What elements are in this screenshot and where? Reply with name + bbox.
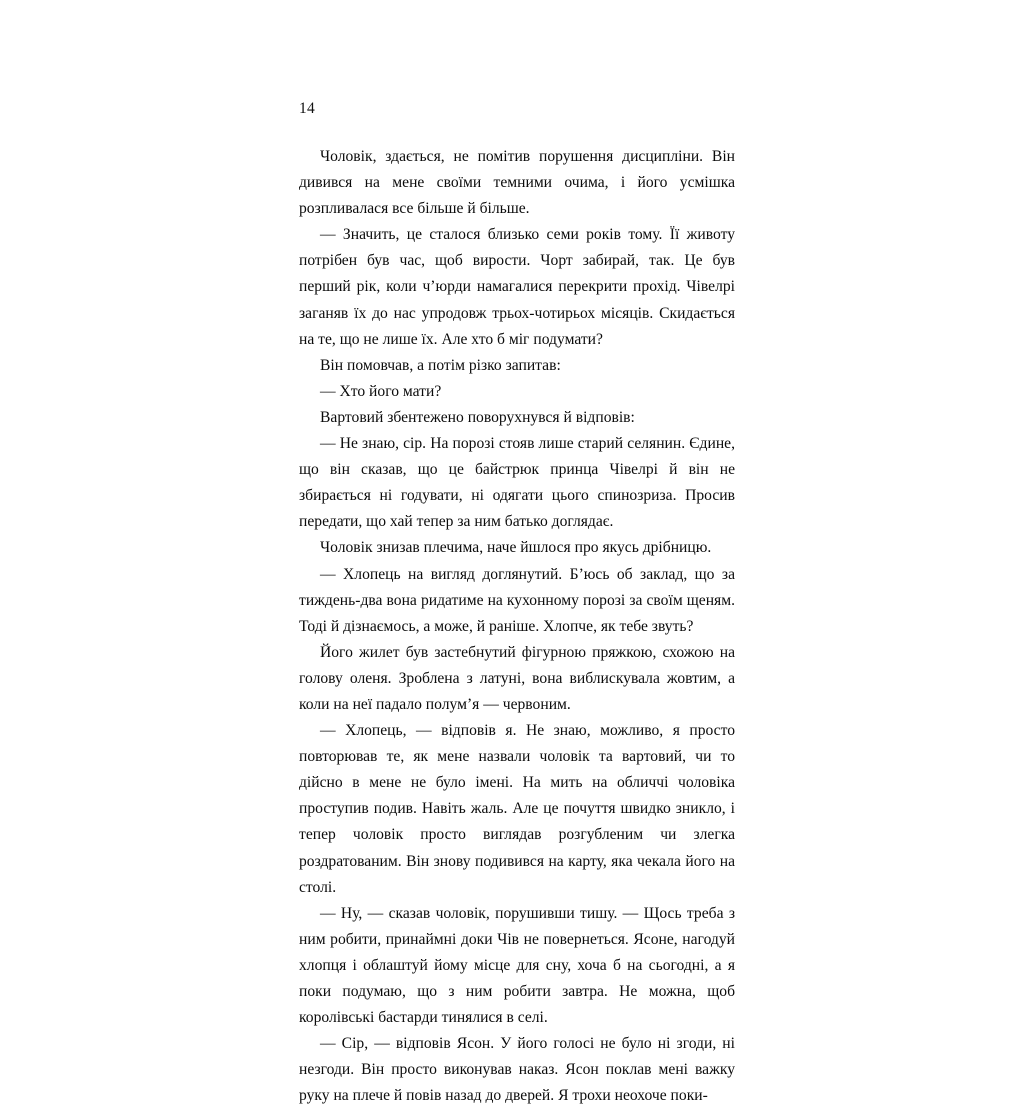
paragraph: — Хто його мати? [320,382,442,400]
paragraph: — Сір, — відповів Ясон. У його голосі не було ні згоди, ні незгоди. Він просто виконував наказ. Ясон поклав мені важку руку на плече й повів назад до дверей. Я трохи неохоче поки- [299,1035,735,1105]
paragraph: — Хлопець на вигляд доглянутий. Б’юсь об заклад, що за тиждень-два вона ридатиме на кухонному порозі за своїм щеням. Тоді й дізнаємось, а може, й раніше. Хлопче, як тебе звуть? [299,565,735,635]
paragraph: — Ну, — сказав чоловік, порушивши тишу. — Щось треба з ним робити, принаймні доки Чів не повернеться. Ясоне, нагодуй хлопця і облаштуй йому місце для сну, хоча б на сьогодні, а я поки подумаю, що з ним робити завтра. Не можна, щоб королівські бастарди тинялися в селі. [299,904,735,1027]
paragraph: Чоловік, здається, не помітив порушення дисципліни. Він дивився на мене своїми темними очима, і його усмішка розпливалася все більше й більше. [299,148,735,218]
paragraph: Він помовчав, а потім різко запитав: [320,356,561,374]
paragraph: Вартовий збентежено поворухнувся й відповів: [320,408,635,426]
paragraph: — Не знаю, сір. На порозі стояв лише старий селянин. Єдине, що він сказав, що це байстрюк принца Чівелрі й він не збирається ні годувати, ні одягати цього спинозриза. Просив передати, що хай тепер за ним батько доглядає. [299,435,735,531]
paragraph: Чоловік знизав плечима, наче йшлося про якусь дрібницю. [320,539,712,557]
paragraph: — Значить, це сталося близько семи років тому. Її животу потрібен був час, щоб вирости. Чорт забирай, так. Це був перший рік, коли ч’юрди намагалися перекрити прохід. Чівелрі заганяв їх до нас упродовж трьох-чотирьох місяців. Скидається на те, що не лише їх. Але хто б міг подумати? [299,226,735,348]
page-number: 14 [299,100,315,117]
paragraph: Його жилет був застебнутий фігурною пряжкою, схожою на голову оленя. Зроблена з латуні, вона виблискувала жовтим, а коли на неї падало полум’я — червоним. [299,643,735,713]
body-text [299,144,735,1109]
paragraph: — Хлопець, — відповів я. Не знаю, можливо, я просто повторював те, як мене назвали чоловік та вартовий, чи то дійсно в мене не було імені. На мить на обличчі чоловіка проступив подив. Навіть жаль. Але це почуття швидко зникло, і тепер чоловік просто виглядав розгубленим чи злегка роздратованим. Він знову подивився на карту, яка чекала його на столі. [299,722,735,896]
